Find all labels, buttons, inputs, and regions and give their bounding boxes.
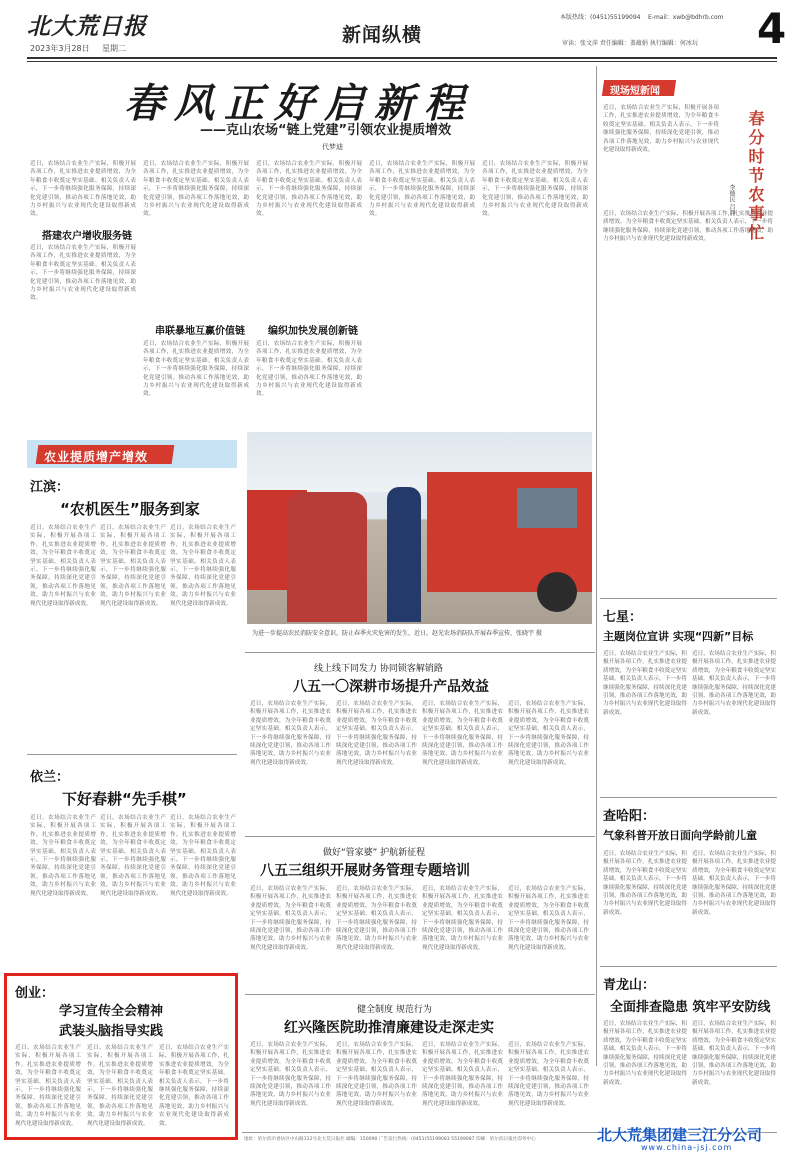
qixing-body-2: 近日，农场结合农业生产实际，积极开展各项工作，扎实推进农业提质增效，为全年粮食丰收奠定坚实基础。相关负责人表示，下一步将继续强化服务保障，持续深化党建引领，推动各项工作落地见效，助力乡村振兴与农业现代化建设取得新成效。 [692, 651, 776, 716]
sidebar-divider [596, 66, 597, 1066]
chuangye-body-2: 近日，农场结合农业生产实际，积极开展各项工作，扎实推进农业提质增效，为全年粮食丰收奠定坚实基础。相关负责人表示，下一步将继续强化服务保障，持续深化党建引领，推动各项工作落地见效，助力乡村振兴与农业现代化建设取得新成效。 [87, 1045, 153, 1127]
chuangye-title-line2: 武装头脑指导实践 [59, 1024, 164, 1039]
chayang-rule [600, 966, 777, 967]
yilan-body-1: 近日，农场结合农业生产实际，积极开展各项工作，扎实推进农业提质增效，为全年粮食丰收奠定坚实基础。相关负责人表示，下一步将继续强化服务保障，持续深化党建引领，推动各项工作落地见效，助力乡村振兴与农业现代化建设取得新成效。 [30, 815, 96, 897]
chuangye-body-3: 近日，农场结合农业生产实际，积极开展各项工作，扎实推进农业提质增效，为全年粮食丰收奠定坚实基础。相关负责人表示，下一步将继续强化服务保障，持续深化党建引领，推动各项工作落地见效，助力乡村振兴与农业现代化建设取得新成效。 [159, 1045, 229, 1127]
chayang-body-1: 近日，农场结合农业生产实际，积极开展各项工作，扎实推进农业提质增效，为全年粮食丰收奠定坚实基础。相关负责人表示，下一步将继续强化服务保障，持续深化党建引领，推动各项工作落地见效，助力乡村振兴与农业现代化建设取得新成效。 [603, 851, 687, 916]
masthead [0, 0, 800, 62]
qixing-rule [600, 797, 777, 798]
baiyi-body-1: 近日，农场结合农业生产实际，积极开展各项工作，扎实推进农业提质增效，为全年粮食丰收奠定坚实基础。相关负责人表示，下一步将继续强化服务保障，持续深化党建引领，推动各项工作落地见效，助力乡村振兴与农业现代化建设取得新成效。 [250, 701, 331, 766]
chayang-place: 查哈阳： [603, 809, 656, 824]
qinglong-place: 青龙山： [603, 978, 656, 993]
qixing-title: 主题岗位宣讲 实现“四新”目标 [603, 630, 754, 643]
lead-subhead-1: 搭建农户增收服务链 [42, 231, 132, 242]
guanjia-rule [245, 994, 595, 995]
truck-window [517, 488, 577, 528]
chayang-body-2: 近日，农场结合农业生产实际，积极开展各项工作，扎实推进农业提质增效，为全年粮食丰收奠定坚实基础。相关负责人表示，下一步将继续强化服务保障，持续深化党建引领，推动各项工作落地见效，助力乡村振兴与农业现代化建设取得新成效。 [692, 851, 776, 916]
firefighter [387, 487, 421, 622]
editor-credits: 审读：张文萍 责任编辑：盖蕴娟 执行编辑：何冰玩 [562, 40, 698, 47]
hospital-title: 红兴隆医院助推清廉建设走深走实 [284, 1020, 494, 1036]
yilan-body-2: 近日，农场结合农业生产实际，积极开展各项工作，扎实推进农业提质增效，为全年粮食丰收奠定坚实基础。相关负责人表示，下一步将继续强化服务保障，持续深化党建引领，推动各项工作落地见效，助力乡村振兴与农业现代化建设取得新成效。 [100, 815, 166, 897]
hospital-kicker: 健全制度 规范行为 [357, 1005, 432, 1015]
baiyi-rule [245, 836, 595, 837]
yilan-place: 依兰： [30, 770, 70, 785]
lead-body-col2b: 近日，农场结合农业生产实际，积极开展各项工作，扎实推进农业提质增效，为全年粮食丰收奠定坚实基础。相关负责人表示，下一步将继续强化服务保障，持续深化党建引领，推动各项工作落地见效，助力乡村振兴与农业现代化建设取得新成效。 [143, 341, 249, 398]
lead-body-col4: 近日，农场结合农业生产实际，积极开展各项工作，扎实推进农业提质增效，为全年粮食丰收奠定坚实基础。相关负责人表示，下一步将继续强化服务保障，持续深化党建引领，推动各项工作落地见效，助力乡村振兴与农业现代化建设取得新成效。 [369, 161, 475, 218]
jiangbin-title: “农机医生”服务到家 [60, 500, 200, 518]
chayang-title: 气象科普开放日面向学龄前儿童 [603, 829, 757, 842]
sidebar-body-a: 近日，农场结合农业生产实际，积极开展各项工作，扎实推进农业提质增效，为全年粮食丰收奠定坚实基础。相关负责人表示，下一步将继续强化服务保障，持续深化党建引领，推动各项工作落地见效，助力乡村振兴与农业现代化建设取得新成效。 [603, 105, 719, 154]
hospital-body-3: 近日，农场结合农业生产实际，积极开展各项工作，扎实推进农业提质增效，为全年粮食丰收奠定坚实基础。相关负责人表示，下一步将继续强化服务保障，持续深化党建引领，推动各项工作落地见效，助力乡村振兴与农业现代化建设取得新成效。 [422, 1042, 503, 1107]
qinglong-body-2: 近日，农场结合农业生产实际，积极开展各项工作，扎实推进农业提质增效，为全年粮食丰收奠定坚实基础。相关负责人表示，下一步将继续强化服务保障，持续深化党建引领，推动各项工作落地见效，助力乡村振兴与农业现代化建设取得新成效。 [692, 1021, 776, 1086]
footer-info: 地址：哈尔滨市香坊区中山路112号北大荒日报社 邮编：150090 广告发行热线：(0451)55199083 55199087 印刷：哈尔滨日报社印务中心 [244, 1137, 536, 1142]
chuangye-box [4, 973, 238, 1140]
qinglong-title: 全面排查隐患 筑牢平安防线 [610, 1000, 771, 1015]
photo-caption: 为进一步提高农民消防安全意识，防止春季火灾危害的发生，近日，赵光农场消防队开展春季宣传，张晓宇 摄 [252, 630, 542, 637]
qixing-place: 七星： [603, 610, 643, 625]
chuangye-body-1: 近日，农场结合农业生产实际，积极开展各项工作，扎实推进农业提质增效，为全年粮食丰收奠定坚实基础。相关负责人表示，下一步将继续强化服务保障，持续深化党建引领，推动各项工作落地见效，助力乡村振兴与农业现代化建设取得新成效。 [15, 1045, 81, 1127]
qinglong-body-1: 近日，农场结合农业生产实际，积极开展各项工作，扎实推进农业提质增效，为全年粮食丰收奠定坚实基础。相关负责人表示，下一步将继续强化服务保障，持续深化党建引领，推动各项工作落地见效，助力乡村振兴与农业现代化建设取得新成效。 [603, 1021, 687, 1086]
sidebar-title-text: 春分时节农事忙 [746, 110, 765, 243]
sidebar-byline: 李德民 吕静 [728, 184, 735, 216]
hotline: 本版热线：(0451)55199094 [560, 14, 641, 21]
sidebar-body-b: 近日，农场结合农业生产实际，积极开展各项工作，扎实推进农业提质增效，为全年粮食丰收奠定坚实基础。相关负责人表示，下一步将继续强化服务保障，持续深化党建引领，推动各项工作落地见效，助力乡村振兴与农业现代化建设取得新成效。 [603, 211, 773, 243]
watermark-name: 北大荒集团建三江分公司 [597, 1126, 763, 1144]
guanjia-body-2: 近日，农场结合农业生产实际，积极开展各项工作，扎实推进农业提质增效，为全年粮食丰收奠定坚实基础。相关负责人表示，下一步将继续强化服务保障，持续深化党建引领，推动各项工作落地见效，助力乡村振兴与农业现代化建设取得新成效。 [336, 886, 417, 951]
guanjia-title: 八五三组织开展财务管理专题培训 [260, 863, 470, 879]
sidebar-rule-1 [600, 598, 777, 599]
qixing-body-1: 近日，农场结合农业生产实际，积极开展各项工作，扎实推进农业提质增效，为全年粮食丰收奠定坚实基础。相关负责人表示，下一步将继续强化服务保障，持续深化党建引领，推动各项工作落地见效，助力乡村振兴与农业现代化建设取得新成效。 [603, 651, 687, 716]
baiyi-body-3: 近日，农场结合农业生产实际，积极开展各项工作，扎实推进农业提质增效，为全年粮食丰收奠定坚实基础。相关负责人表示，下一步将继续强化服务保障，持续深化党建引领，推动各项工作落地见效，助力乡村振兴与农业现代化建设取得新成效。 [422, 701, 503, 766]
lead-body-col5: 近日，农场结合农业生产实际，积极开展各项工作，扎实推进农业提质增效，为全年粮食丰收奠定坚实基础。相关负责人表示，下一步将继续强化服务保障，持续深化党建引领，推动各项工作落地见效，助力乡村振兴与农业现代化建设取得新成效。 [482, 161, 588, 218]
guanjia-kicker: 做好“管家婆” 护航新征程 [323, 848, 426, 858]
masthead-rule-thin [27, 61, 777, 62]
masthead-rule-thick [27, 57, 777, 59]
paper-name: 北大荒日报 [27, 13, 147, 40]
truck-wheel [537, 572, 577, 612]
section-title: 新闻纵横 [342, 24, 423, 46]
lead-body-col3b: 近日，农场结合农业生产实际，积极开展各项工作，扎实推进农业提质增效，为全年粮食丰收奠定坚实基础。相关负责人表示，下一步将继续强化服务保障，持续深化党建引领，推动各项工作落地见效，助力乡村振兴与农业现代化建设取得新成效。 [256, 341, 362, 398]
lead-subtitle: ——克山农场“链上党建”引领农业提质增效 [200, 123, 452, 138]
watermark-url[interactable]: www.china-jsj.com [641, 1143, 733, 1152]
lead-subhead-2: 串联暴地互赢价值链 [155, 326, 245, 337]
issue-weekday: 星期二 [102, 44, 126, 53]
page-number: 4 [757, 4, 787, 53]
baiyi-title: 八五一〇深耕市场提升产品效益 [293, 679, 489, 695]
sidebar-tag-label: 现场短新闻 [610, 86, 660, 97]
baiyi-body-2: 近日，农场结合农业生产实际，积极开展各项工作，扎实推进农业提质增效，为全年粮食丰收奠定坚实基础。相关负责人表示，下一步将继续强化服务保障，持续深化党建引领，推动各项工作落地见效，助力乡村振兴与农业现代化建设取得新成效。 [336, 701, 417, 766]
email: E-mail：xwb@bdhrb.com [648, 14, 724, 21]
jiangbin-rule [27, 754, 237, 755]
photo-rule [245, 652, 595, 653]
lead-byline: 代梦迪 [322, 143, 343, 151]
jiangbin-body-1: 近日，农场结合农业生产实际，积极开展各项工作，扎实推进农业提质增效，为全年粮食丰收奠定坚实基础。相关负责人表示，下一步将继续强化服务保障，持续深化党建引领，推动各项工作落地见效，助力乡村振兴与农业现代化建设取得新成效。 [30, 525, 96, 607]
fire-safety-photo [247, 432, 592, 624]
issue-date: 2023年3月28日 [30, 44, 90, 53]
lead-body-col1b: 近日，农场结合农业生产实际，积极开展各项工作，扎实推进农业提质增效，为全年粮食丰收奠定坚实基础。相关负责人表示，下一步将继续强化服务保障，持续深化党建引领，推动各项工作落地见效，助力乡村振兴与农业现代化建设取得新成效。 [30, 245, 136, 302]
jiangbin-place: 江滨： [30, 480, 70, 495]
lead-body-col2a: 近日，农场结合农业生产实际，积极开展各项工作，扎实推进农业提质增效，为全年粮食丰收奠定坚实基础。相关负责人表示，下一步将继续强化服务保障，持续深化党建引领，推动各项工作落地见效，助力乡村振兴与农业现代化建设取得新成效。 [143, 161, 249, 218]
baiyi-body-4: 近日，农场结合农业生产实际，积极开展各项工作，扎实推进农业提质增效，为全年粮食丰收奠定坚实基础。相关负责人表示，下一步将继续强化服务保障，持续深化党建引领，推动各项工作落地见效，助力乡村振兴与农业现代化建设取得新成效。 [508, 701, 589, 766]
chuangye-title-line1: 学习宣传全会精神 [59, 1004, 164, 1019]
lead-subhead-3: 编织加快发展创新链 [268, 326, 358, 337]
jiangbin-body-2: 近日，农场结合农业生产实际，积极开展各项工作，扎实推进农业提质增效，为全年粮食丰收奠定坚实基础。相关负责人表示，下一步将继续强化服务保障，持续深化党建引领，推动各项工作落地见效，助力乡村振兴与农业现代化建设取得新成效。 [100, 525, 166, 607]
hospital-body-4: 近日，农场结合农业生产实际，积极开展各项工作，扎实推进农业提质增效，为全年粮食丰收奠定坚实基础。相关负责人表示，下一步将继续强化服务保障，持续深化党建引领，推动各项工作落地见效，助力乡村振兴与农业现代化建设取得新成效。 [508, 1042, 589, 1107]
lead-title: 春风正好启新程 [124, 80, 474, 127]
lead-body-col3a: 近日，农场结合农业生产实际，积极开展各项工作，扎实推进农业提质增效，为全年粮食丰收奠定坚实基础。相关负责人表示，下一步将继续强化服务保障，持续深化党建引领，推动各项工作落地见效，助力乡村振兴与农业现代化建设取得新成效。 [256, 161, 362, 218]
lead-body-col1a: 近日，农场结合农业生产实际，积极开展各项工作，扎实推进农业提质增效，为全年粮食丰收奠定坚实基础。相关负责人表示，下一步将继续强化服务保障，持续深化党建引领，推动各项工作落地见效，助力乡村振兴与农业现代化建设取得新成效。 [30, 161, 136, 218]
hospital-body-1: 近日，农场结合农业生产实际，积极开展各项工作，扎实推进农业提质增效，为全年粮食丰收奠定坚实基础。相关负责人表示，下一步将继续强化服务保障，持续深化党建引领，推动各项工作落地见效，助力乡村振兴与农业现代化建设取得新成效。 [250, 1042, 331, 1107]
yilan-title: 下好春耕“先手棋” [62, 790, 187, 808]
yilan-body-3: 近日，农场结合农业生产实际，积极开展各项工作，扎实推进农业提质增效，为全年粮食丰收奠定坚实基础。相关负责人表示，下一步将继续强化服务保障，持续深化党建引领，推动各项工作落地见效，助力乡村振兴与农业现代化建设取得新成效。 [170, 815, 236, 897]
guanjia-body-1: 近日，农场结合农业生产实际，积极开展各项工作，扎实推进农业提质增效，为全年粮食丰收奠定坚实基础。相关负责人表示，下一步将继续强化服务保障，持续深化党建引领，推动各项工作落地见效，助力乡村振兴与农业现代化建设取得新成效。 [250, 886, 331, 951]
jiangbin-body-3: 近日，农场结合农业生产实际，积极开展各项工作，扎实推进农业提质增效，为全年粮食丰收奠定坚实基础。相关负责人表示，下一步将继续强化服务保障，持续深化党建引领，推动各项工作落地见效，助力乡村振兴与农业现代化建设取得新成效。 [170, 525, 236, 607]
chuangye-place: 创业： [15, 986, 55, 1001]
person-group [287, 492, 367, 622]
guanjia-body-4: 近日，农场结合农业生产实际，积极开展各项工作，扎实推进农业提质增效，为全年粮食丰收奠定坚实基础。相关负责人表示，下一步将继续强化服务保障，持续深化党建引领，推动各项工作落地见效，助力乡村振兴与农业现代化建设取得新成效。 [508, 886, 589, 951]
baiyi-kicker: 线上线下同发力 协同锁客解销路 [314, 664, 443, 674]
guanjia-body-3: 近日，农场结合农业生产实际，积极开展各项工作，扎实推进农业提质增效，为全年粮食丰收奠定坚实基础。相关负责人表示，下一步将继续强化服务保障，持续深化党建引领，推动各项工作落地见效，助力乡村振兴与农业现代化建设取得新成效。 [422, 886, 503, 951]
hospital-body-2: 近日，农场结合农业生产实际，积极开展各项工作，扎实推进农业提质增效，为全年粮食丰收奠定坚实基础。相关负责人表示，下一步将继续强化服务保障，持续深化党建引领，推动各项工作落地见效，助力乡村振兴与农业现代化建设取得新成效。 [336, 1042, 417, 1107]
banner-label: 农业提质增产增效 [44, 450, 149, 464]
